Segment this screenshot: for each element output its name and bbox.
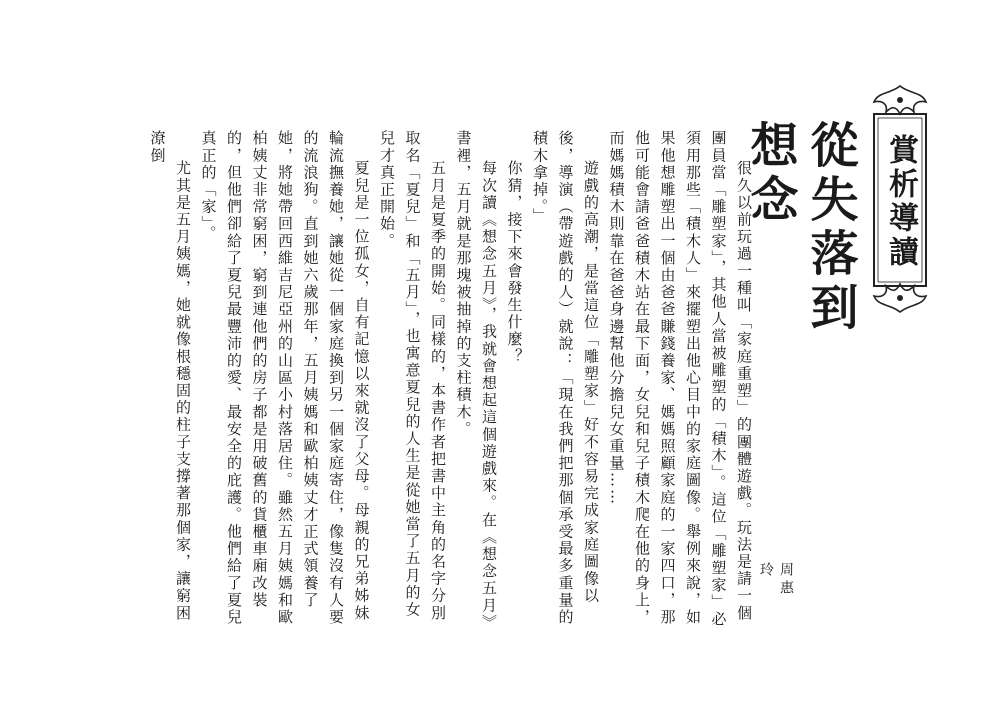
paragraph: 很久以前玩過一種叫「家庭重塑」的團體遊戲。玩法是請一個團員當「雕塑家」，其他人當被雕塑的「積木」。這位「雕塑家」必須用那些「積木人」來擺塑出他心目中的家庭圖像。舉例來說，如果他想雕塑出一個由爸爸賺錢養家、媽媽照顧家庭的一家四口，那他可能會請爸爸積木站在最下面，女兒和兒子積木爬在他的身上，而媽媽積木則靠在爸爸身邊幫他分擔兒女重量…… — [607, 130, 753, 628]
author-name: 周惠玲 — [758, 562, 794, 598]
section-badge-label: 賞析導讀 — [883, 134, 918, 270]
paragraph: 遊戲的高潮，是當這位「雕塑家」好不容易完成家庭圖像以後，導演（帶遊戲的人）就說：「現在我們把那個承受最多重量的積木拿掉。」 — [531, 130, 600, 626]
section-badge — [864, 84, 936, 314]
paragraph: 每次讀《想念五月》，我就會想起這個遊戲來。在《想念五月》書裡，五月就是那塊被抽掉的支柱積木。 — [454, 130, 498, 624]
paragraph: 尤其是五月姨媽，她就像根穩固的柱子支撐著那個家，讓窮困潦倒 — [148, 130, 192, 622]
chapter-title: 從失落到想念 — [742, 120, 858, 336]
paragraph: 五月是夏季的開始。同樣的，本書作者把書中主角的名字分別取名「夏兒」和「五月」，也寓意夏兒的人生是從她當了五月的女兒才真正開始。 — [378, 130, 447, 622]
paragraph: 夏兒是一位孤女，自有記憶以來就沒了父母。母親的兄弟姊妹輪流撫養她，讓她從一個家庭換到另一個家庭寄住，像隻沒有人要的流浪狗。直到她六歲那年，五月姨媽和歐柏姨丈才正式領養了她，將她帶回西維吉尼亞州的山區小村落居住。雖然五月姨媽和歐柏姨丈非常窮困，窮到連他們的房子都是用破舊的貨櫃車廂改裝的，但他們卻給了夏兒最豐沛的愛、最安全的庇護。他們給了夏兒真正的「家」。 — [199, 130, 371, 626]
paragraph: 你猜，接下來會發生什麼？ — [505, 160, 524, 366]
body-text — [96, 130, 756, 628]
